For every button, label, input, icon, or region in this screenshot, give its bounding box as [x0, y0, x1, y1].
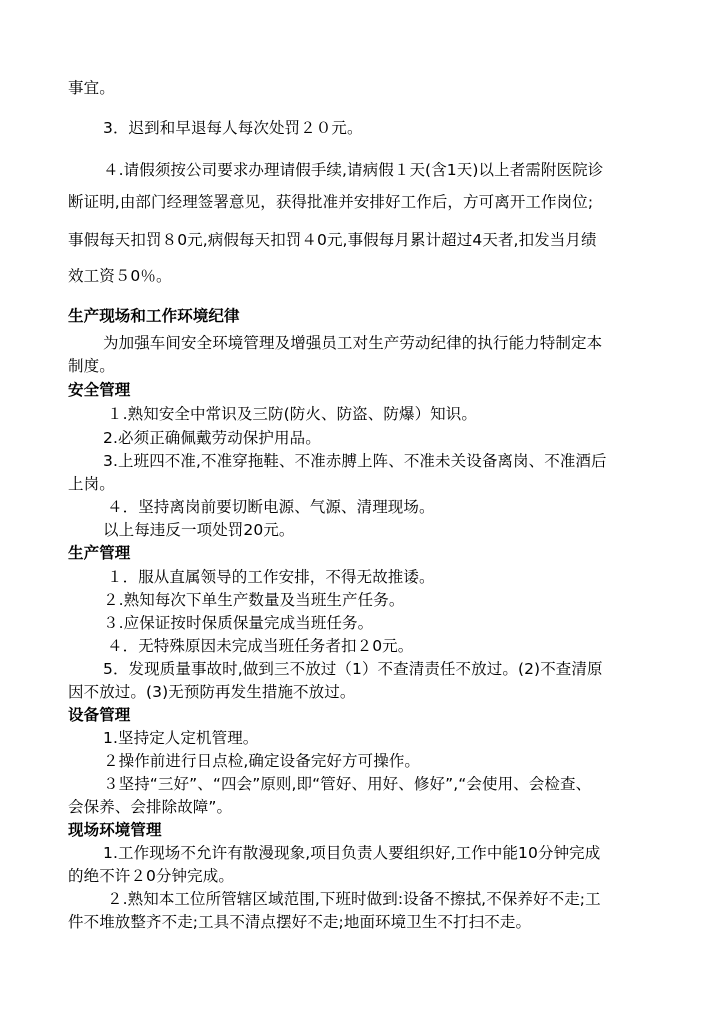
production-item-5-line-2: 因不放过。(3)无预防再发生措施不放过。: [68, 683, 356, 701]
rule-item-4-line-2: 断证明,由部门经理签署意见，获得批准并安排好工作后，方可离开工作岗位;: [68, 193, 594, 211]
production-item-4: ４．无特殊原因未完成当班任务者扣２0元。: [107, 637, 414, 655]
section-heading-safety: 安全管理: [68, 381, 131, 399]
site-item-1-line-2: 的绝不许２0分钟完成。: [68, 867, 234, 885]
paragraph-line: 事宜。: [68, 79, 115, 97]
rule-item-4-line-1: ４.请假须按公司要求办理请假手续,请病假１天(含1天)以上者需附医院诊: [103, 161, 604, 179]
site-item-2-line-1: ２.熟知本工位所管辖区域范围,下班时做到:设备不擦拭,不保养好不走;工: [107, 890, 601, 908]
rule-item-4-line-4: 效工资５0％。: [68, 267, 172, 285]
production-item-2: ２.熟知每次下单生产数量及当班生产任务。: [103, 591, 405, 609]
rule-item-3: 3．迟到和早退每人每次处罚２０元。: [103, 119, 363, 137]
section-heading-main: 生产现场和工作环境纪律: [68, 307, 240, 325]
equipment-item-3-line-1: ３坚持“三好”、“四会”原则,即“管好、用好、修好”,“会使用、会检查、: [103, 775, 592, 793]
safety-item-3-line-2: 上岗。: [68, 475, 115, 493]
safety-item-4: ４．坚持离岗前要切断电源、气源、清理现场。: [107, 498, 435, 516]
safety-penalty: 以上每违反一项处罚20元。: [103, 521, 295, 539]
site-item-1-line-1: 1.工作现场不允许有散漫现象,项目负责人要组织好,工作中能10分钟完成: [103, 844, 601, 862]
rule-item-4-line-3: 事假每天扣罚８0元,病假每天扣罚４0元,事假每月累计超过4天者,扣发当月绩: [68, 231, 597, 249]
production-item-1: １．服从直属领导的工作安排，不得无故推诿。: [107, 568, 435, 586]
equipment-item-3-line-2: 会保养、会排除故障”。: [68, 798, 233, 816]
production-item-3: ３.应保证按时保质保量完成当班任务。: [103, 614, 374, 632]
intro-line-1: 为加强车间安全环境管理及增强员工对生产劳动纪律的执行能力特制定本: [103, 334, 603, 352]
equipment-item-2: ２操作前进行日点检,确定设备完好方可操作。: [103, 752, 421, 770]
production-item-5-line-1: 5．发现质量事故时,做到三不放过（1）不查清责任不放过。(2)不查清原: [103, 660, 603, 678]
safety-item-1: １.熟知安全中常识及三防(防火、防盗、防爆）知识。: [107, 405, 477, 423]
intro-line-2: 制度。: [68, 357, 115, 375]
section-heading-production: 生产管理: [68, 544, 131, 562]
site-item-2-line-2: 件不堆放整齐不走;工具不清点摆好不走;地面环境卫生不打扫不走。: [68, 913, 532, 931]
section-heading-site: 现场环境管理: [68, 821, 162, 839]
safety-item-3-line-1: 3.上班四不准,不准穿拖鞋、不准赤膊上阵、不准未关设备离岗、不准酒后: [103, 452, 607, 470]
equipment-item-1: 1.坚持定人定机管理。: [103, 729, 259, 747]
safety-item-2: 2.必须正确佩戴劳动保护用品。: [103, 429, 321, 447]
section-heading-equipment: 设备管理: [68, 706, 131, 724]
